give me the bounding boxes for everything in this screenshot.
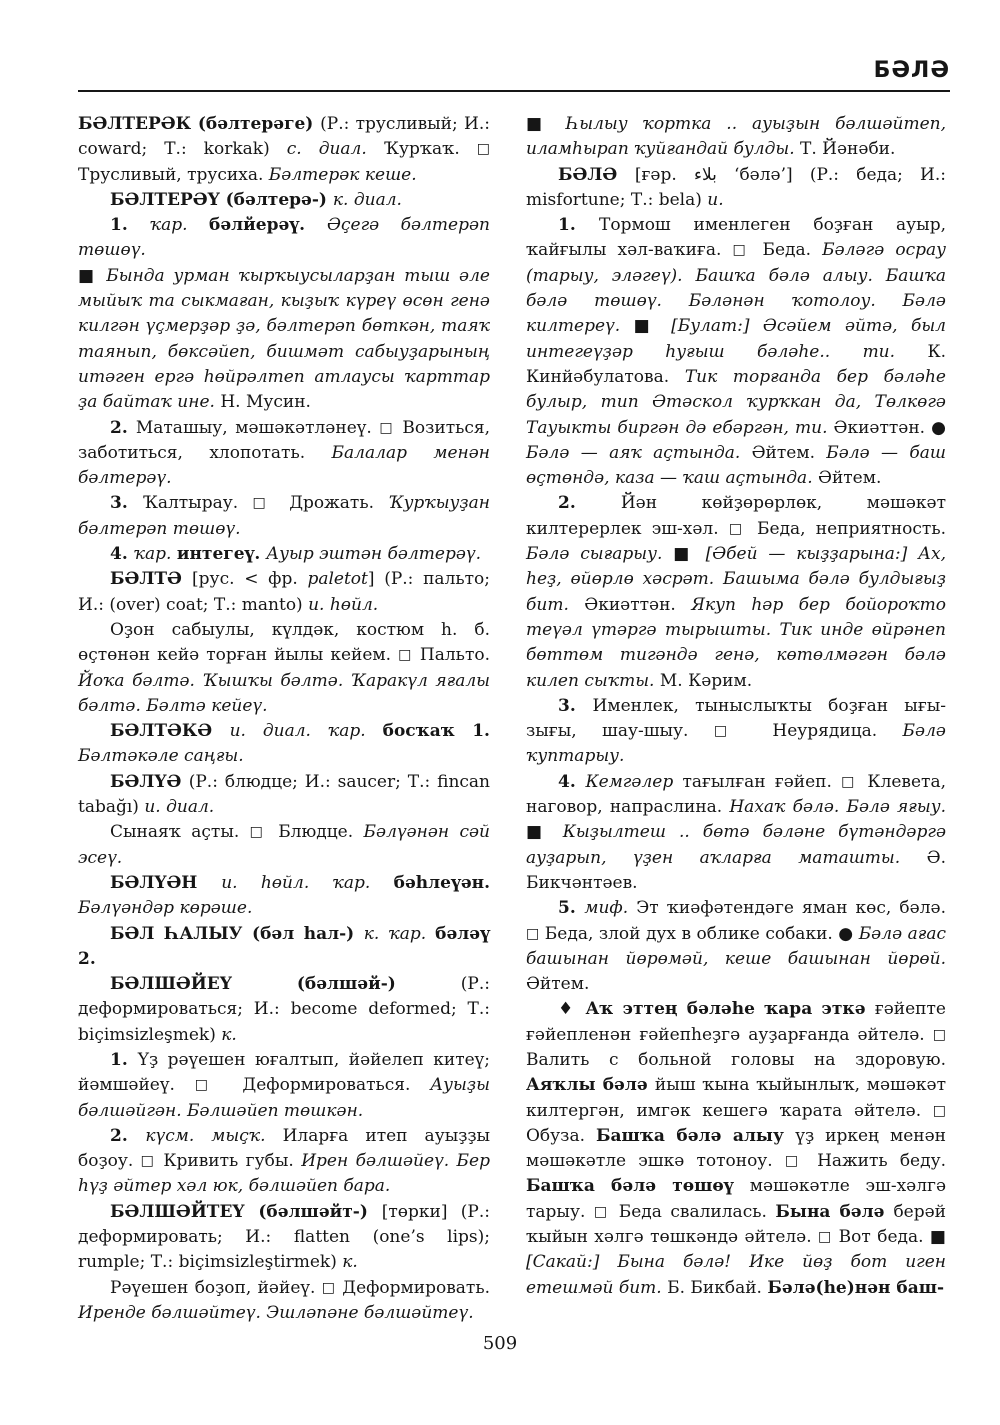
entry-bal-halyu (78, 922, 490, 973)
entry-text: Ә. Бикчәнтәев. (526, 847, 947, 893)
entry-text: Дрожать. (274, 493, 389, 514)
entry-text: Бәлә — баш өҫтөндә, каза — ҡаш аҫтында. (526, 442, 946, 489)
translation-marker: □ (784, 1153, 805, 1170)
entry-text: Иренде бәлшәйтеү. Эшләпәне бәлшәйтеү. (78, 1302, 474, 1323)
entry-text: Бәлә(һе)нән баш- (767, 1277, 945, 1298)
entry-balshayeu (78, 972, 490, 1048)
entry-text: 1. (110, 1049, 138, 1070)
entry-balterau (78, 188, 490, 213)
entry-text: ҡар. (133, 544, 177, 565)
translation-marker: □ (526, 925, 540, 942)
sense (78, 1124, 490, 1200)
translation-marker: □ (476, 141, 490, 158)
citation (78, 264, 490, 416)
entry-text: БӘЛТӘКӘ (110, 721, 230, 742)
entry-text: и. диал. (144, 797, 215, 818)
entry-text: Бына бәлә (775, 1201, 894, 1222)
entry-text: Ирен бәлшәйеү. Бер һүҙ әйтер хәл юк, бәлшәйеп бара. (78, 1151, 490, 1197)
entry-text: БӘЛТЕРӘҮ (бәлтерә-) (110, 189, 333, 210)
entry-text: Беда свалилась. (610, 1201, 776, 1222)
entry-text: 3. (558, 695, 593, 716)
entry-text: БӘЛШӘЙТЕҮ (бәлшәйт-) (110, 1201, 382, 1222)
entry-text: бәлйерәү. (209, 215, 328, 236)
sense (78, 213, 490, 264)
idiom-diamond: ♦ (558, 999, 586, 1020)
entry-text: к. ҡар. (363, 923, 436, 944)
translation-marker: □ (593, 1203, 611, 1220)
entry-text: БӘЛӘ (558, 164, 635, 185)
entry-text: Кемгәлер (585, 771, 674, 792)
entry-text: Блюдце. (267, 822, 364, 843)
citation (526, 112, 946, 163)
sense (526, 770, 946, 896)
entry-text: Тормош именлеген боҙған ауыр, ҡайғылы хәл-ваҡиға. (526, 215, 946, 261)
entry-text: Нахаҡ бәлә. Бәлә яғыу. (729, 797, 947, 818)
entry-text: 1. (558, 215, 600, 236)
entry-text: (Р.: блюдце; И.: saucer; Т.: fincan tabağı) (78, 771, 491, 818)
entry-text: Клевета, наговор, напраслина. (526, 771, 947, 818)
entry-text: Трусливый, трусиха. (78, 164, 269, 185)
entry-text: к. (342, 1252, 358, 1273)
entry-text: Кыҙылтеш .. бөтә бәләне бүтәндәргә ауҙарып, үҙен аҡларға маташты. (526, 822, 947, 868)
entry-text: Бәлтерәк кеше. (268, 164, 417, 185)
entry-text: Әйтем. (526, 974, 590, 995)
entry-text: Бәлүәндәр көрәше. (78, 898, 253, 919)
entry-text: [төрки] (Р.: деформировать; И.: flatten (one’s lips); rumple; Т.: biçimsizleştirmek) (78, 1201, 490, 1273)
entry-text: Бәлтәкәле саңғы. (78, 746, 244, 767)
entry-text: Нажить беду. (804, 1151, 946, 1172)
entry-text: Ҡалтырау. (142, 493, 253, 514)
entry-text: Эт ҡиәфәтендәге яман көс, бәлә. (636, 898, 946, 919)
entry-text: 2. (110, 1125, 146, 1146)
entry-text: 5. (558, 898, 585, 919)
translation-marker: □ (732, 242, 752, 259)
entry-text: 4. (558, 771, 586, 792)
entry-text: Пальто. (412, 645, 490, 666)
entry-text: Иларға итеп ауыҙҙы боҙоу. (78, 1125, 491, 1172)
entry-text: Деформировать. (335, 1277, 490, 1298)
entry-text: Именлек, тыныслыҡты боҙған ығы-зығы, шау-шыу. (526, 695, 947, 742)
entry-text: ҡар. (149, 215, 209, 236)
entry-text: 2. (558, 493, 621, 514)
entry-text: К. Кинйәбулатова. (526, 341, 946, 387)
entry-text: (Р.: деформироваться; И.: become deformed; Т.: biçimsizleşmek) (78, 974, 490, 1045)
entry-baltaka (78, 719, 490, 770)
entry-text: ■ (526, 822, 563, 843)
entry-text: Бәлә сығарыу. (526, 544, 663, 565)
entry-text: күсм. мыҫҡ. (145, 1125, 283, 1146)
definition (78, 1276, 490, 1327)
translation-marker: □ (398, 647, 413, 664)
entry-text: Ауыр эштән бәлтерәү. (266, 544, 482, 565)
translation-marker: □ (932, 1026, 946, 1043)
definition (78, 618, 490, 719)
entry-text: Балалар менән бәлтерәү. (78, 442, 490, 489)
entry-text: [Әбей — кыҙҙарына:] Ах, һеҙ, өйөрлө хәсрәт. Башыма бәлә булдығыҙ бит. (526, 544, 946, 615)
entry-text: и. (707, 189, 724, 210)
entry-text: Т. Йәнәби. (794, 139, 896, 160)
entry-text: Бәләгә осрау (тарыу, эләгеү). Башҡа бәлә алыу. Башҡа бәлә төшөү. Бәләнән ҡотолоу. Бәлә килтереү. (526, 240, 946, 337)
entry-text: ] (Р.: пальто; И.: (over) coat; Т.: manto) (78, 569, 490, 615)
entry-text: 3. (110, 493, 143, 514)
entry-text: БӘЛТӘ (110, 569, 193, 590)
translation-marker: □ (728, 520, 747, 537)
entry-text: БӘЛТЕРӘК (бәлтерәге) (78, 114, 321, 134)
entry-text: бәләү 2. (78, 923, 490, 969)
entry-text: [рус. < фр. (192, 569, 308, 590)
entry-text: ғәйепте ғәйепленән ғәйепһеҙгә ауҙарғанда әйтелә. (526, 999, 946, 1045)
entry-text: интегеү. (176, 544, 267, 565)
entry-text: БӘЛҮӘН (110, 872, 222, 893)
sense (526, 694, 946, 770)
page-number: 509 (482, 1333, 518, 1354)
entry-text: Валить с больной головы на здоровую. (526, 1049, 946, 1070)
sense (526, 213, 946, 491)
entry-text: Ауыҙы бәлшәйгән. Бәлшәйеп төшкән. (78, 1075, 490, 1121)
sense (78, 1048, 490, 1124)
sense (78, 491, 490, 542)
translation-marker: □ (194, 1077, 223, 1094)
entry-text: к. (221, 1024, 237, 1045)
entry-text: Әҫегә бәлтерәп төшөү. (78, 215, 491, 261)
entry-balua (78, 770, 490, 821)
entry-text: ■ (620, 316, 672, 337)
translation-marker: □ (379, 419, 395, 436)
entry-text: Бәлә ҡуптарыу. (526, 721, 946, 767)
entry-text: Бәлә — аяҡ аҫтында. (526, 442, 741, 463)
translation-marker: □ (818, 1229, 833, 1246)
entry-text: ● (838, 923, 859, 944)
entry-text: Һылыу ҡортка .. ауыҙын бәлшәйтеп, иламһырап ҡуйғандай булды. (526, 114, 946, 160)
entry-text: 2. (110, 417, 136, 438)
entry-baluan (78, 871, 490, 922)
entry-text: ■ (662, 544, 706, 565)
entry-text: М. Кәрим. (654, 670, 753, 691)
idioms (526, 997, 946, 1301)
entry-text: 4. (110, 544, 134, 565)
entry-text: Әйтем. (740, 442, 827, 463)
header-headword: БӘЛӘ (873, 58, 950, 83)
entry-text: тағылған ғәйеп. (673, 771, 842, 792)
entry-text: Йән көйҙөрөрлөк, мәшәкәт килтерерлек эш-хәл. (526, 493, 947, 539)
sense (78, 542, 490, 567)
entry-text: Н. Мусин. (214, 392, 311, 413)
entry-text: Йоҡа бәлтә. Ҡышҡы бәлтә. Ҡаракүл яғалы бәлтә. Бәлтә кейеү. (78, 670, 490, 716)
entry-text: Кривить губы. (155, 1151, 302, 1172)
entry-balta (78, 567, 490, 618)
entry-text: Маташыу, мәшәкәтләнеү. (135, 417, 380, 438)
entry-text: босҡаҡ 1. (382, 721, 490, 742)
entry-text: Рәүешен боҙоп, йәйеү. (110, 1277, 322, 1298)
sense (526, 896, 946, 997)
entry-text: Деформироваться. (222, 1075, 431, 1096)
sense (526, 491, 946, 693)
translation-marker: □ (249, 824, 268, 841)
right-column (526, 112, 946, 1301)
entry-text: Оҙон сабыулы, күлдәк, костюм һ. б. өҫтөнән кейә торған йылы кейем. (78, 619, 490, 666)
entry-text: Әкиәттән. (568, 594, 692, 615)
entry-text: с. диал. (286, 139, 367, 160)
translation-marker: □ (321, 1279, 336, 1296)
translation-marker: □ (841, 773, 859, 790)
definition (78, 820, 490, 871)
entry-text: (Р.: трусливый; И.: coward; Т.: korkak) (78, 114, 490, 160)
entry-bala (526, 163, 946, 214)
translation-marker: □ (713, 723, 748, 740)
header-rule (78, 90, 950, 92)
entry-text: Сынаяҡ аҫты. (110, 822, 250, 843)
entry-text: Аяҡлы бәлә (526, 1075, 655, 1096)
entry-text: бәһлеүән. (393, 872, 491, 893)
entry-text: мәшәкәтле эш-хәлгә тарыу. (526, 1176, 946, 1222)
entry-text: [ғәр. بلاء ‘бәлә’] (Р.: беда; И.: misfortune; Т.: bela) (526, 164, 946, 210)
entry-text: БӘЛҮӘ (110, 771, 189, 792)
translation-marker: □ (252, 495, 275, 512)
left-column (78, 112, 490, 1326)
entry-text: ■ (526, 114, 567, 134)
entry-text: 1. (110, 215, 150, 236)
entry-text: и. һөйл. (308, 594, 379, 615)
entry-text: Беда, злой дух в облике собаки. (539, 923, 839, 944)
sense (78, 416, 490, 492)
running-header (78, 58, 950, 86)
entry-text: Ҡурҡаҡ. (366, 139, 477, 160)
entry-text: Возиться, заботиться, хлопотать. (78, 417, 491, 463)
entry-text: Әйтем. (812, 468, 882, 489)
entry-text: Неурядица. (747, 721, 903, 742)
entry-text: Башҡа бәлә төшөү (526, 1176, 750, 1197)
entry-text: Б. Бикбай. (661, 1277, 768, 1298)
entry-text: [Сакай:] Бына бәлә! Ике йөҙ бот иген етешмәй бит. (526, 1252, 946, 1298)
entry-text: Вот беда. (832, 1227, 924, 1248)
entry-text: Бәлүәнән сәй эсеү. (78, 822, 491, 868)
entry-text: Бәлә ағас башынан йөрөмәй, кеше башынан йөрөй. (526, 923, 946, 969)
entry-text: paletot (307, 569, 368, 590)
translation-marker: □ (140, 1153, 156, 1170)
entry-text: үҙ иркең менән мәшәкәтле эшкә тотоноу. (526, 1125, 946, 1172)
entry-text: Тик торғанда бер бәләһе булыр, тип Әтәскол ҡурҡкан да, Төлкөгә Тауыкты биргән дә ебәргән, ти. (526, 366, 946, 438)
entry-text: к. диал. (332, 189, 402, 210)
entry-text: йыш ҡына ҡыйынлыҡ, мәшәкәт килтергән, имгәк кешегә ҡарата әйтелә. (526, 1075, 947, 1121)
entry-text: ● (931, 417, 946, 438)
entry-text: и. һөйл. ҡар. (221, 872, 394, 893)
entry-text: Башҡа бәлә алыу (596, 1125, 796, 1146)
entry-text: БӘЛ ҺАЛЫУ (бәл һал-) (110, 923, 364, 944)
entry-text: Якуп һәр бер бойороҡто теүәл үтәргә тырышты. Тик инде өйрәнеп бөттөм тигәндә генә, көтөлмәгән бәлә килеп сыҡты. (526, 594, 946, 691)
entry-text: Ҡурҡыуҙан бәлтерәп төшөү. (78, 493, 490, 539)
entry-text: ■ (923, 1227, 946, 1248)
entry-text: Беда, неприятность. (746, 518, 946, 539)
entry-text: Беда. (751, 240, 823, 261)
entry-text: Бында урман ҡырҡыусыларҙан тыш әле мыйыҡ та сыкмаған, кыҙыҡ күреү өсөн генә килгән үҫмерҙәр ҙә, бәлтерәп бөткән, таяҡ таянып, бөксәйеп, бишмәт сабыуҙарының итәген ергә һөйрәлтеп атлаусы ҡарттар ҙа байтаҡ ине. (78, 265, 490, 413)
entry-text: миф. (584, 898, 637, 919)
entry-text: берәй ҡыйын хәлгә төшкәндә әйтелә. (526, 1201, 947, 1248)
entry-text: Обуза. (526, 1125, 597, 1146)
entry-text: [Булат:] Әсәйем әйтә, был интегеүҙәр һуғыш бәләһе.. ти. (526, 316, 946, 362)
entry-text: Үҙ рәүешен юғалтып, йәйелеп китеү; йәмшәйеү. (78, 1049, 490, 1096)
entry-text: ■ (78, 265, 107, 286)
entry-text: Аҡ эттең бәләһе ҡара эткә (585, 999, 875, 1020)
entry-text: и. диал. ҡар. (229, 721, 383, 742)
entry-balshayteu (78, 1200, 490, 1276)
translation-marker: □ (932, 1102, 946, 1119)
entry-text: Әкиәттән. (827, 417, 932, 438)
entry-text: БӘЛШӘЙЕҮ (бәлшәй-) (110, 974, 461, 995)
entry-balterak (78, 112, 490, 188)
